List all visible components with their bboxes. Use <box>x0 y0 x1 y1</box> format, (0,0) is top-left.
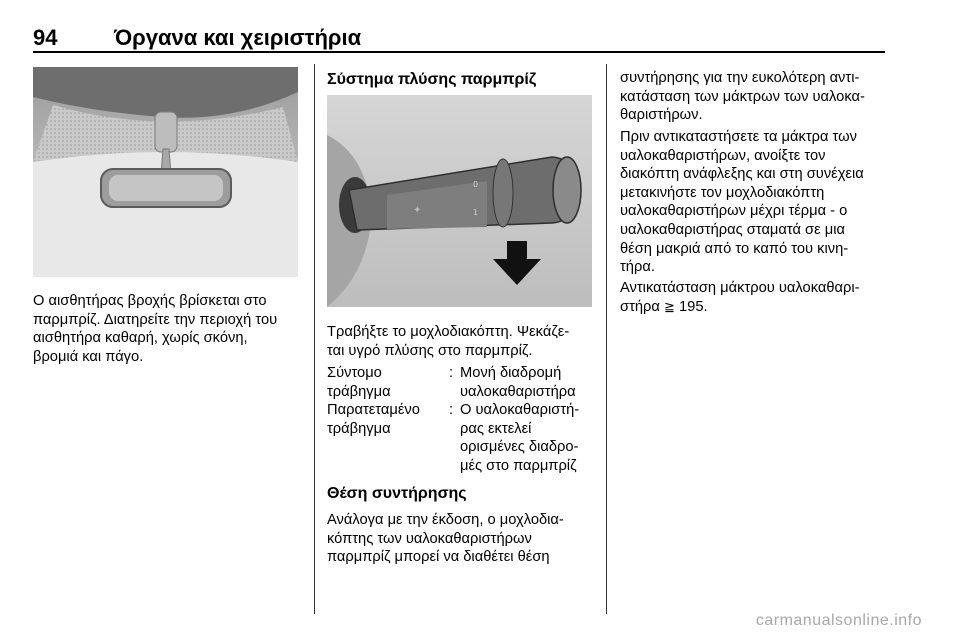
body-line: παρμπρίζ μπορεί να διαθέτει θέση <box>327 549 550 566</box>
body-line: υαλοκαθαριστήρας σταματά σε μια <box>620 221 845 238</box>
blade-replacement-instructions <box>620 128 900 277</box>
wiper-stalk-illustration <box>327 95 592 307</box>
rain-sensor-illustration <box>33 67 298 277</box>
term-line: Σύντομο <box>327 365 382 381</box>
caption-line: βρομιά και πάγο. <box>33 348 144 365</box>
body-line: κατάσταση των μάκτρων των υαλοκα- <box>620 88 865 105</box>
subsection-heading: Θέση συντήρησης <box>327 485 467 502</box>
body-line: μετακινήστε τον μοχλοδιακόπτη <box>620 184 825 201</box>
page-reference-arrow-icon: ≧ <box>663 298 675 314</box>
desc-line: Ο υαλοκαθαριστή- <box>460 402 580 418</box>
body-line: Αντικατάσταση μάκτρου υαλοκαθαρι- <box>620 280 860 296</box>
body-line: θέση μακριά από το καπό του κινη- <box>620 240 849 257</box>
body-line: υαλοκαθαριστήρων, ανοίξτε τον <box>620 147 826 164</box>
rain-sensor-caption <box>33 292 308 366</box>
desc-line: ρας εκτελεί <box>460 420 532 437</box>
page-title: Όργανα και χειριστήρια <box>114 25 362 50</box>
blade-replacement-reference <box>620 279 900 316</box>
body-line: τήρα. <box>620 259 655 276</box>
body-line: κόπτης των υαλοκαθαριστήρων <box>327 530 532 547</box>
body-line: στήρα <box>620 298 660 315</box>
section-heading: Σύστημα πλύσης παρμπρίζ <box>327 71 537 88</box>
definition-desc <box>460 401 579 475</box>
desc-line: υαλοκαθαριστήρα <box>460 383 576 400</box>
wiper-intro <box>327 323 602 360</box>
header-rule <box>33 51 885 53</box>
body-line: συντήρησης για την ευκολότερη αντι- <box>620 70 860 86</box>
svg-text:0: 0 <box>473 180 479 189</box>
body-line: θαριστήρων. <box>620 107 703 124</box>
desc-line: Μονή διαδρομή <box>460 365 562 381</box>
body-line: διακόπτη ανάφλεξης και στη συνέχεια <box>620 166 864 183</box>
term-line: Παρατεταμένο <box>327 402 420 418</box>
term-line: τράβηγμα <box>327 420 391 437</box>
caption-line: αισθητήρα καθαρή, χωρίς σκόνη, <box>33 330 248 347</box>
wiper-stalk-figure <box>327 95 592 307</box>
body-line: Ανάλογα με την έκδοση, ο μοχλοδια- <box>327 512 564 528</box>
page-number: 94 <box>33 25 58 50</box>
term-line: τράβηγμα <box>327 383 391 400</box>
desc-line: μές στο παρμπρίζ <box>460 457 577 474</box>
caption-line: Ο αισθητήρας βροχής βρίσκεται στο <box>33 293 267 309</box>
column-divider <box>606 64 607 614</box>
definition-colon: : <box>449 365 454 381</box>
intro-line: Τραβήξτε το μοχλοδιακόπτη. Ψεκάζε- <box>327 324 570 340</box>
caption-line: παρμπρίζ. Διατηρείτε την περιοχή του <box>33 311 278 328</box>
definition-desc <box>460 364 576 401</box>
intro-line: ται υγρό πλύσης στο παρμπρίζ. <box>327 342 533 359</box>
page-reference-link[interactable]: 195. <box>678 298 708 315</box>
body-line: υαλοκαθαριστήρων μέχρι τέρμα - ο <box>620 203 848 220</box>
page-header <box>0 0 960 56</box>
definition-colon: : <box>449 402 454 418</box>
definition-term <box>327 401 420 438</box>
definition-term <box>327 364 391 401</box>
column-divider <box>314 64 315 614</box>
service-position-text <box>327 511 602 567</box>
watermark: carmanualsonline.info <box>755 612 922 629</box>
svg-text:✦: ✦ <box>413 205 422 216</box>
svg-text:1: 1 <box>473 208 479 217</box>
service-position-continued <box>620 69 900 125</box>
body-line: Πριν αντικαταστήσετε τα μάκτρα των <box>620 129 857 145</box>
rain-sensor-figure <box>33 67 298 277</box>
desc-line: ορισμένες διαδρο- <box>460 439 579 456</box>
